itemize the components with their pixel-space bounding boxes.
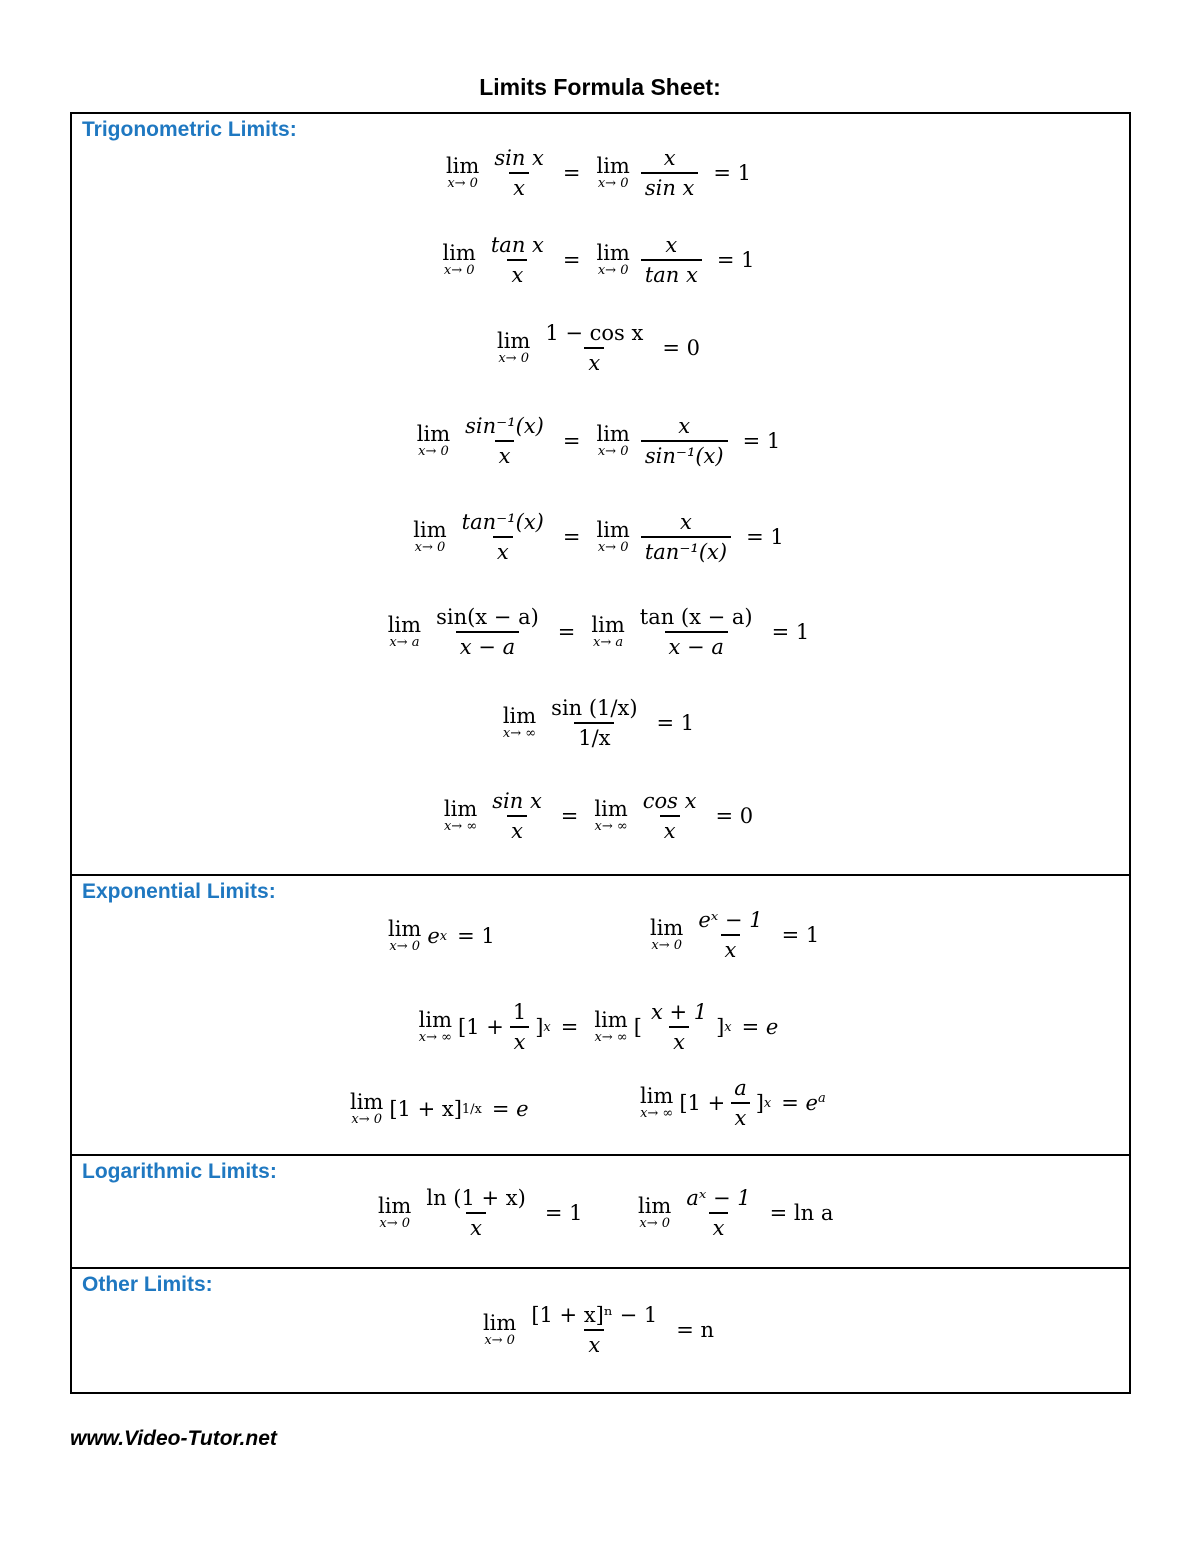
limit-operator: lim x→ ∞ bbox=[594, 797, 628, 834]
limit-operator: lim x→ 0 bbox=[350, 1090, 384, 1127]
equals-sign: = bbox=[560, 1015, 579, 1039]
fraction: $\frac{\sin (1/x)}{1/x}$ bbox=[551, 696, 638, 750]
close-bracket: ] bbox=[716, 1015, 725, 1039]
result: = 1 bbox=[656, 711, 695, 735]
exponent: x bbox=[439, 928, 448, 944]
formula-e-to-a bbox=[634, 1076, 836, 1130]
section-heading: Other Limits: bbox=[82, 1273, 213, 1296]
result: = e bbox=[741, 1015, 779, 1039]
formula-e-to-x-minus-one bbox=[644, 908, 829, 962]
other-section bbox=[72, 1267, 1129, 1394]
equals-sign: = bbox=[562, 429, 581, 453]
result: = 0 bbox=[662, 336, 700, 360]
footer-url: www.Video-Tutor.net bbox=[70, 1427, 277, 1450]
limit-operator: lim x→ 0 bbox=[650, 916, 684, 953]
limit-operator: lim x→ ∞ bbox=[443, 797, 478, 834]
close-bracket: ] bbox=[755, 1091, 764, 1115]
section-heading: Exponential Limits: bbox=[82, 880, 276, 903]
fraction: $\frac{x + 1}{x}$ bbox=[650, 1000, 708, 1054]
limit-operator: lim x→ ∞ bbox=[594, 1008, 628, 1045]
limit-operator: lim x→ ∞ bbox=[418, 1008, 453, 1045]
fraction: $\frac{\ln (1 + x)}{x}$ bbox=[426, 1186, 526, 1240]
equals-sign: = bbox=[562, 161, 581, 185]
result: = e bbox=[491, 1097, 529, 1121]
base: e bbox=[427, 924, 440, 948]
open-bracket: [1 + bbox=[458, 1015, 504, 1039]
formula-sin-cos-infinity bbox=[72, 789, 1129, 843]
exponent: 1/x bbox=[461, 1101, 482, 1117]
formula-arcsin bbox=[72, 414, 1129, 468]
formula-ln-one-plus-x bbox=[372, 1186, 592, 1240]
exponent: x bbox=[763, 1095, 772, 1111]
formula-e-to-x bbox=[382, 918, 505, 954]
result: = 1 bbox=[746, 525, 784, 549]
equals-sign: = bbox=[557, 620, 576, 644]
result: = 1 bbox=[716, 248, 755, 272]
limit-operator: lim x→ 0 bbox=[482, 1311, 517, 1348]
fraction: $\frac{x}{\text{tan⁻¹(x)}}$ bbox=[641, 510, 731, 564]
fraction: $\frac{\text{sin x}}{x}$ bbox=[494, 146, 544, 200]
formula-binomial bbox=[72, 1303, 1129, 1357]
result: = 1 bbox=[544, 1201, 583, 1225]
fraction: $\frac{\text{sin x}}{x}$ bbox=[492, 789, 542, 843]
fraction: $\frac{\sin(x - a)}{x - a}$ bbox=[436, 605, 539, 659]
result: = 1 bbox=[771, 620, 810, 644]
logarithmic-section bbox=[72, 1154, 1129, 1269]
limit-operator: lim x→ 0 bbox=[442, 241, 476, 278]
limit-operator: lim x→ 0 bbox=[378, 1194, 412, 1231]
fraction: $\frac{\text{aˣ − 1}}{x}$ bbox=[686, 1186, 751, 1240]
formula-sin-over-x bbox=[72, 146, 1129, 200]
fraction: $\frac{\tan (x - a)}{x - a}$ bbox=[639, 605, 753, 659]
result: = 0 bbox=[715, 804, 754, 828]
limit-operator: lim x→ 0 bbox=[596, 154, 630, 191]
fraction: $\frac{x}{\text{tan x}}$ bbox=[641, 233, 702, 287]
formula-shifted-sin-tan bbox=[72, 605, 1129, 659]
limit-operator: lim x→ 0 bbox=[413, 518, 447, 555]
formula-tan-over-x bbox=[72, 233, 1129, 287]
equals-sign: = bbox=[560, 804, 579, 828]
limit-operator: lim x→ 0 bbox=[596, 422, 630, 459]
trigonometric-section bbox=[72, 114, 1129, 874]
fraction: $\frac{\text{sin⁻¹(x)}}{x}$ bbox=[465, 414, 544, 468]
result: = n bbox=[676, 1318, 715, 1342]
fraction: $\frac{1}{x}$ bbox=[509, 1000, 530, 1054]
open-bracket: [1 + bbox=[679, 1091, 726, 1115]
formula-a-to-x-minus-one bbox=[632, 1186, 843, 1240]
fraction: $\frac{x}{\text{sin x}}$ bbox=[641, 146, 699, 200]
result: = $e^a$ bbox=[781, 1091, 826, 1115]
result: = 1 bbox=[457, 924, 495, 948]
exponential-section bbox=[72, 874, 1129, 1156]
base: [1 + x] bbox=[389, 1097, 462, 1121]
limit-operator: lim x→ 0 bbox=[596, 518, 630, 555]
limit-operator: lim x→ a bbox=[591, 613, 625, 650]
section-heading: Logarithmic Limits: bbox=[82, 1160, 277, 1183]
limit-operator: lim x→ 0 bbox=[596, 241, 630, 278]
equals-sign: = bbox=[562, 248, 581, 272]
limit-operator: lim x→ 0 bbox=[496, 329, 531, 366]
exponent: x bbox=[724, 1019, 732, 1035]
equals-sign: = bbox=[562, 525, 581, 549]
result: = 1 bbox=[781, 923, 820, 947]
open-bracket: [ bbox=[633, 1015, 642, 1039]
fraction: $\frac{\text{tan⁻¹(x)}}{x}$ bbox=[461, 510, 544, 564]
fraction: $\frac{a}{x}$ bbox=[730, 1076, 751, 1130]
formula-sin-reciprocal bbox=[72, 696, 1129, 750]
limit-operator: lim x→ 0 bbox=[445, 154, 480, 191]
fraction: $\frac{\text{[1 + x]ⁿ − 1}}{x}$ bbox=[531, 1303, 658, 1357]
limit-operator: lim x→ 0 bbox=[388, 917, 422, 954]
fraction: $\frac{\text{tan x}}{x}$ bbox=[490, 233, 544, 287]
formula-one-plus-x-power bbox=[344, 1091, 539, 1127]
limit-operator: lim x→ 0 bbox=[638, 1194, 672, 1231]
limit-operator: lim x→ ∞ bbox=[640, 1084, 674, 1121]
limit-operator: lim x→ 0 bbox=[416, 422, 451, 459]
formula-table bbox=[70, 112, 1131, 1394]
page-title: Limits Formula Sheet: bbox=[479, 74, 721, 100]
result: = 1 bbox=[742, 429, 781, 453]
section-heading: Trigonometric Limits: bbox=[82, 118, 297, 141]
limit-operator: lim x→ a bbox=[387, 613, 422, 650]
fraction: $\frac{\text{eˣ − 1}}{x}$ bbox=[698, 908, 763, 962]
limit-operator: lim x→ ∞ bbox=[502, 704, 537, 741]
fraction: $\frac{\text{1 − cos x}}{x}$ bbox=[545, 321, 644, 375]
exponent: x bbox=[543, 1019, 551, 1035]
formula-one-minus-cos bbox=[72, 321, 1129, 375]
result: = 1 bbox=[713, 161, 752, 185]
fraction: $\frac{\text{cos x}}{x}$ bbox=[642, 789, 697, 843]
result: = ln a bbox=[769, 1201, 834, 1225]
close-bracket: ] bbox=[535, 1015, 544, 1039]
fraction: $\frac{x}{\text{sin⁻¹(x)}}$ bbox=[641, 414, 728, 468]
formula-compound-e bbox=[72, 1000, 1129, 1054]
formula-arctan bbox=[72, 510, 1129, 564]
